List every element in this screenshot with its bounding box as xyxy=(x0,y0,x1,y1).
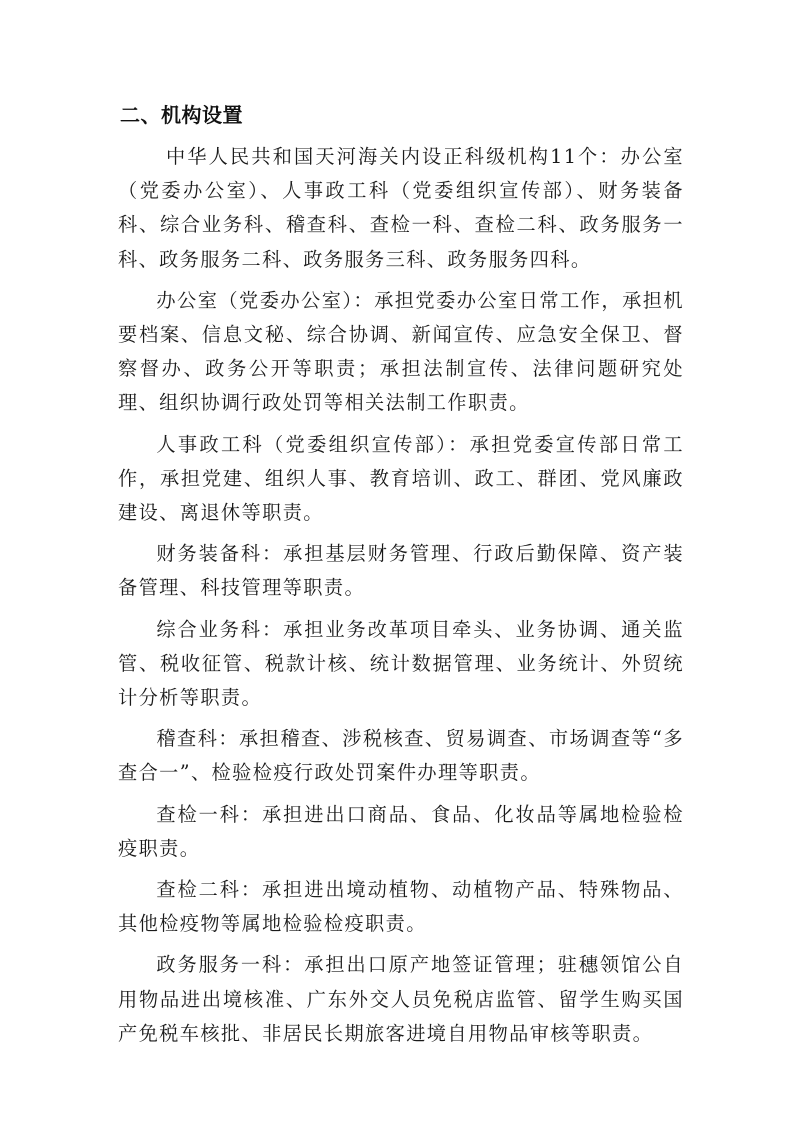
paragraph-personnel: 人事政工科（党委组织宣传部）：承担党委宣传部日常工作，承担党建、组织人事、教育培训、政工、群团、党风廉政建设、离退休等职责。 xyxy=(118,432,684,525)
paragraph-inspection-2: 查检二科：承担进出境动植物、动植物产品、特殊物品、其他检疫物等属地检验检疫职责。 xyxy=(118,878,684,936)
paragraph-service-1: 政务服务一科：承担出口原产地签证管理；驻穗领馆公自用物品进出境核准、广东外交人员免税店监管、留学生购买国产免税车核批、非居民长期旅客进境自用物品审核等职责。 xyxy=(118,953,684,1045)
section-body xyxy=(118,140,684,1058)
section-heading: 二、机构设置 xyxy=(120,103,243,127)
paragraph-business: 综合业务科：承担业务改革项目牵头、业务协调、通关监管、税收征管、税款计核、统计数据管理、业务统计、外贸统计分析等职责。 xyxy=(118,617,684,710)
paragraph-overview: 中华人民共和国天河海关内设正科级机构11个：办公室（党委办公室）、人事政工科（党委组织宣传部）、财务装备科、综合业务科、稽查科、查检一科、查检二科、政务服务一科、政务服务二科、政务服务三科、政务服务四科。 xyxy=(118,145,684,271)
paragraph-audit: 稽查科：承担稽查、涉税核查、贸易调查、市场调查等“多查合一”、检验检疫行政处罚案件办理等职责。 xyxy=(118,727,684,785)
paragraph-office: 办公室（党委办公室）：承担党委办公室日常工作，承担机要档案、信息文秘、综合协调、新闻宣传、应急安全保卫、督察督办、政务公开等职责；承担法制宣传、法律问题研究处理、组织协调行政处罚等相关法制工作职责。 xyxy=(118,288,684,415)
paragraph-inspection-1: 查检一科：承担进出口商品、食品、化妆品等属地检验检疫职责。 xyxy=(118,802,684,860)
paragraph-finance: 财务装备科：承担基层财务管理、行政后勤保障、资产装备管理、科技管理等职责。 xyxy=(118,542,684,600)
